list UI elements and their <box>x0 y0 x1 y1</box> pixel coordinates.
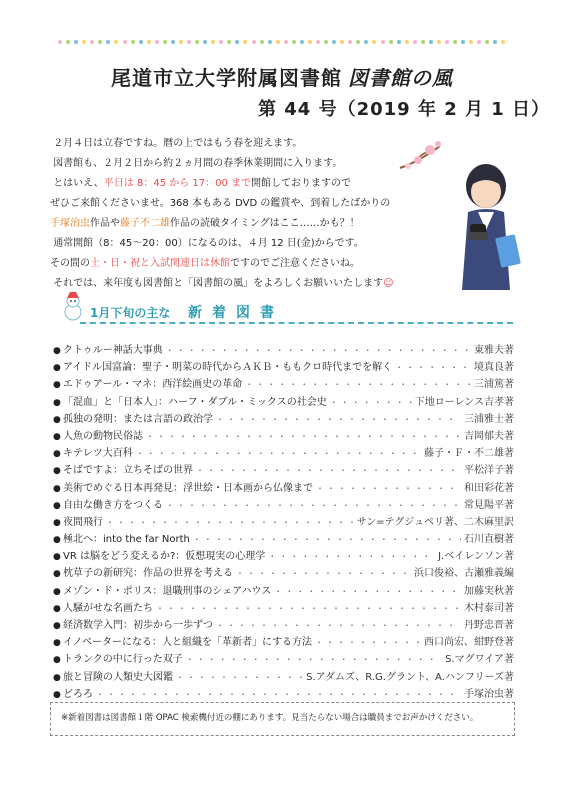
dot-leader <box>330 397 412 408</box>
book-row <box>53 341 514 358</box>
page-title <box>0 62 564 91</box>
book-row <box>53 530 514 547</box>
book-title: イノベーターになる：人と組織を「革新者」にする方法 <box>63 637 312 649</box>
bullet-icon: ● <box>53 552 61 563</box>
bullet-icon: ● <box>53 689 61 700</box>
book-title: エドゥアール・マネ：西洋絵画史の革命 <box>63 379 243 391</box>
bullet-icon: ● <box>53 380 61 391</box>
book-title: 美術でめぐる日本再発見：浮世絵・日本画から仏像まで <box>63 482 313 494</box>
bullet-icon: ● <box>53 397 61 408</box>
book-title: トランクの中に行った双子 <box>63 654 183 666</box>
bullet-icon: ● <box>53 569 61 580</box>
dot-leader <box>236 568 411 579</box>
dot-leader <box>106 517 354 528</box>
book-title: 旅と冒険の人類史大図鑑 <box>63 671 173 683</box>
dot-leader <box>193 534 461 545</box>
book-row <box>53 479 514 496</box>
section-label: 1月下旬の主な <box>90 306 171 320</box>
newsletter-name: 図書館の風 <box>348 66 453 90</box>
bullet-icon: ● <box>53 586 61 597</box>
bullet-icon: ● <box>53 346 61 356</box>
author-highlight: 手塚治虫 <box>50 218 90 229</box>
book-row <box>53 358 514 375</box>
book-row <box>53 547 514 564</box>
book-row <box>53 427 514 444</box>
weekday-hours: 平日は 8：45 から 17：00 まで <box>103 178 252 189</box>
book-title: 枕草子の新研究：作品の世界を考える <box>63 568 233 580</box>
book-title: 経済数学入門：初歩から一歩ずつ <box>63 620 213 631</box>
intro-line: ２月４日は立春ですね。暦の上ではもう春を迎えます。 <box>53 138 303 149</box>
dot-leader <box>166 500 461 511</box>
book-author: 木村泰司著 <box>464 602 514 614</box>
closed-days: 土・日・祝と入試関連日は休館 <box>90 258 230 269</box>
new-books-header <box>58 268 513 328</box>
top-dotted-border <box>58 40 506 46</box>
book-title: どろろ <box>63 688 93 700</box>
book-author: 手塚治虫著 <box>464 688 514 700</box>
book-author: 境真良著 <box>474 362 514 374</box>
book-author: 常見陽平著 <box>464 499 514 511</box>
dot-leader <box>315 637 421 648</box>
dot-leader <box>268 551 435 562</box>
book-row <box>53 599 514 616</box>
book-author: 和田彩花著 <box>464 482 514 494</box>
book-author: 西口尚宏、紺野登著 <box>424 637 514 649</box>
dot-leader <box>196 465 461 476</box>
book-row <box>53 685 514 702</box>
bullet-icon: ● <box>53 638 61 649</box>
snowman-icon <box>58 292 88 322</box>
smile-icon: ☺ <box>383 278 394 289</box>
book-author: 東雅夫著 <box>474 345 514 356</box>
dot-leader <box>274 586 461 597</box>
book-author: J.ベイレンソン著 <box>438 551 514 563</box>
book-title: 孤独の発明：または言語の政治学 <box>63 413 213 425</box>
book-title: 人騒がせな名画たち <box>63 602 153 614</box>
book-author: サン=テグジュペリ著、二木麻里訳 <box>356 516 514 528</box>
book-row <box>53 650 514 667</box>
intro-line: とはいえ、平日は 8：45 から 17：00 まで開館しておりますので <box>53 178 352 189</box>
intro-line: それでは、来年度も図書館と「図書館の風」をよろしくお願いいたします☺ <box>53 278 394 289</box>
intro-line: 手塚治虫作品や藤子不二雄作品の読破タイミングはここ……かも？！ <box>50 218 360 229</box>
blossom-branch-icon <box>400 141 441 169</box>
book-author: 三浦篤著 <box>474 379 514 391</box>
book-row <box>53 582 514 599</box>
book-row <box>53 668 514 685</box>
bullet-icon: ● <box>53 655 61 666</box>
book-row <box>53 461 514 478</box>
section-divider <box>80 322 513 324</box>
book-title: アイドル国富論：聖子・明菜の時代からＡＫＢ・ももクロ時代までを解く <box>63 362 393 374</box>
intro-line: その間の土・日・祝と入試関連日は休館ですのでご注意くださいね。 <box>50 258 360 269</box>
dot-leader <box>146 431 461 442</box>
bullet-icon: ● <box>53 363 61 374</box>
book-title: 極北へ：into the far North <box>63 534 190 546</box>
issue-number: 第 44 号（2019 年 2 月 1 日） <box>258 99 551 120</box>
bullet-icon: ● <box>53 483 61 494</box>
dot-leader <box>156 603 461 614</box>
book-title: 「混血」と「日本人」：ハーフ・ダブル・ミックスの社会史 <box>63 396 327 408</box>
bullet-icon: ● <box>53 517 61 528</box>
book-author: S.マグワイア著 <box>445 654 514 666</box>
book-author: 加藤実秋著 <box>464 585 514 597</box>
book-title: メゾン・ド・ポリス：退職刑事のシェアハウス <box>63 585 272 597</box>
bullet-icon: ● <box>53 535 61 546</box>
book-row <box>53 444 514 461</box>
book-title: 自由な働き方をつくる <box>63 499 163 511</box>
book-author: 下地ローレンス吉孝著 <box>414 396 514 408</box>
bullet-icon: ● <box>53 603 61 614</box>
bullet-icon: ● <box>53 431 61 442</box>
dot-leader <box>395 362 471 373</box>
book-title: 人魚の動物民俗誌 <box>63 430 143 442</box>
section-title: 新着図書 <box>188 305 284 321</box>
intro-line: 図書館も、２月２日から約２ヵ月間の春季休業期間に入ります。 <box>53 158 343 169</box>
book-row <box>53 633 514 650</box>
dot-leader <box>216 414 461 425</box>
book-row <box>53 375 514 392</box>
dot-leader <box>216 620 461 631</box>
book-row <box>53 393 514 410</box>
book-author: 藤子・Ｆ・不二雄著 <box>424 448 514 460</box>
bullet-icon: ● <box>53 672 61 683</box>
author-highlight: 藤子不二雄 <box>120 218 170 229</box>
book-title: 夜間飛行 <box>63 516 103 528</box>
dot-leader <box>136 448 421 459</box>
book-author: 三浦雅士著 <box>464 413 514 425</box>
book-author: 吉岡郁夫著 <box>464 430 514 442</box>
book-title: クトゥルー神話大事典 <box>63 345 163 356</box>
dot-leader <box>96 689 461 700</box>
bullet-icon: ● <box>53 449 61 460</box>
book-title: そばですよ：立ちそばの世界 <box>63 465 193 477</box>
book-author: S.アダムズ、R.G.グラント、A.ハンフリーズ著 <box>306 671 514 683</box>
book-row <box>53 616 514 633</box>
bullet-icon: ● <box>53 466 61 477</box>
bullet-icon: ● <box>53 621 61 631</box>
book-author: 丹野忠晋著 <box>464 620 514 631</box>
dot-leader <box>166 345 471 356</box>
book-row <box>53 564 514 581</box>
dot-leader <box>186 654 442 665</box>
book-row <box>53 496 514 513</box>
book-author: 石川直樹著 <box>464 534 514 546</box>
book-title: VR は脳をどう変えるか?：仮想現実の心理学 <box>63 551 266 563</box>
book-row <box>53 513 514 530</box>
book-author: 浜口俊裕、古瀬雅義編 <box>414 568 514 580</box>
bullet-icon: ● <box>53 414 61 425</box>
book-title: キテレツ大百科 <box>63 448 133 460</box>
dot-leader <box>245 379 471 390</box>
dot-leader <box>316 483 461 494</box>
dot-leader <box>176 672 303 683</box>
book-row <box>53 410 514 427</box>
new-books-list <box>53 341 514 702</box>
library-name: 尾道市立大学附属図書館 <box>111 66 342 90</box>
bullet-icon: ● <box>53 500 61 511</box>
footer-note: ※新着図書は図書館１階 OPAC 検索機付近の棚にあります。見当たらない場合は職員までお声かけください。 <box>50 702 515 736</box>
book-author: 平松洋子著 <box>464 465 514 477</box>
intro-line: ぜひご来館くださいませ。368 本もある DVD の鑑賞や、到着したばかりの <box>50 198 391 209</box>
intro-line: 通常開館（8：45～20：00）になるのは、４月 12 日(金)からです。 <box>53 238 364 249</box>
